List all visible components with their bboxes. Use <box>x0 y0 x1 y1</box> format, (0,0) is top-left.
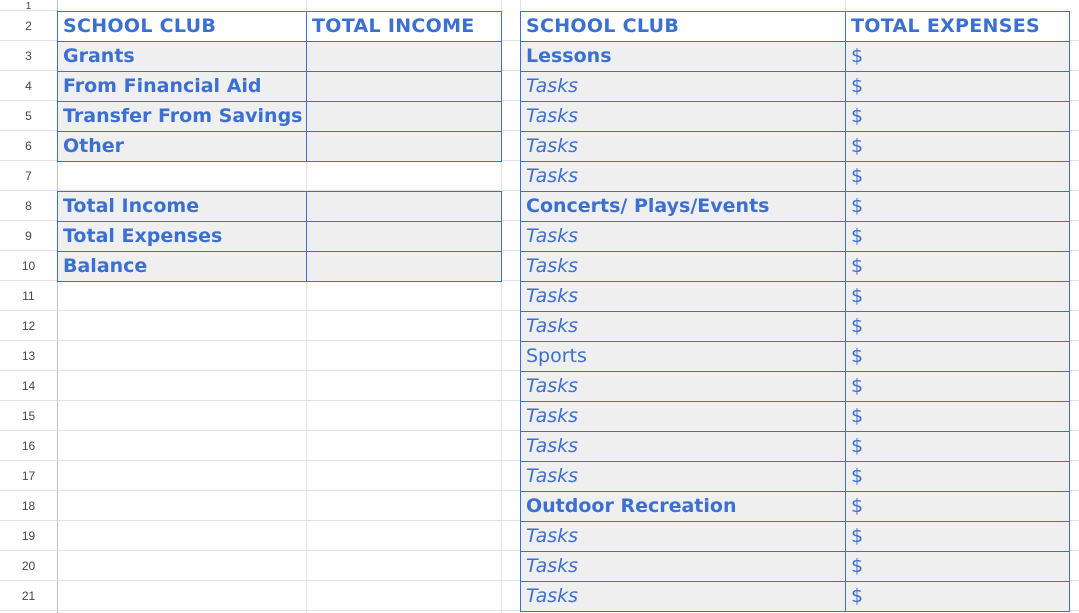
income-label-cell[interactable]: From Financial Aid <box>57 71 307 102</box>
row-number[interactable]: 21 <box>0 581 57 611</box>
row-number[interactable]: 11 <box>0 281 57 311</box>
expense-category-cell[interactable]: Tasks <box>520 311 846 342</box>
expense-value-cell[interactable]: $ <box>845 71 1070 102</box>
expense-category-cell[interactable]: Tasks <box>520 461 846 492</box>
row-number[interactable]: 10 <box>0 251 57 281</box>
expense-value-cell[interactable]: $ <box>845 521 1070 552</box>
income-label-cell[interactable]: Grants <box>57 41 307 72</box>
expense-category-cell[interactable]: Sports <box>520 341 846 372</box>
row-number[interactable]: 16 <box>0 431 57 461</box>
summary-value-cell[interactable] <box>306 221 502 252</box>
expense-category-cell[interactable]: Tasks <box>520 131 846 162</box>
row-number[interactable]: 13 <box>0 341 57 371</box>
row-number[interactable]: 14 <box>0 371 57 401</box>
expense-value-cell[interactable]: $ <box>845 461 1070 492</box>
expense-value-cell[interactable]: $ <box>845 191 1070 222</box>
income-value-cell[interactable] <box>306 101 502 132</box>
income-label-cell[interactable]: Transfer From Savings <box>57 101 307 132</box>
row-number[interactable]: 1 <box>0 0 57 11</box>
expense-value-cell[interactable]: $ <box>845 161 1070 192</box>
expense-category-cell[interactable]: Concerts/ Plays/Events <box>520 191 846 222</box>
row-number[interactable]: 12 <box>0 311 57 341</box>
expenses-header-club[interactable]: SCHOOL CLUB <box>520 11 846 42</box>
expense-category-cell[interactable]: Tasks <box>520 161 846 192</box>
expense-value-cell[interactable]: $ <box>845 311 1070 342</box>
expense-value-cell[interactable]: $ <box>845 281 1070 312</box>
expense-value-cell[interactable]: $ <box>845 581 1070 612</box>
expense-value-cell[interactable]: $ <box>845 131 1070 162</box>
summary-value-cell[interactable] <box>306 191 502 222</box>
expense-value-cell[interactable]: $ <box>845 221 1070 252</box>
income-value-cell[interactable] <box>306 71 502 102</box>
expense-value-cell[interactable]: $ <box>845 551 1070 582</box>
income-value-cell[interactable] <box>306 131 502 162</box>
row-number[interactable]: 4 <box>0 71 57 101</box>
expense-category-cell[interactable]: Lessons <box>520 41 846 72</box>
expense-value-cell[interactable]: $ <box>845 101 1070 132</box>
expense-category-cell[interactable]: Tasks <box>520 251 846 282</box>
row-number[interactable]: 17 <box>0 461 57 491</box>
expense-value-cell[interactable]: $ <box>845 371 1070 402</box>
income-header-total[interactable]: TOTAL INCOME <box>306 11 502 42</box>
expense-category-cell[interactable]: Tasks <box>520 281 846 312</box>
expense-category-cell[interactable]: Tasks <box>520 221 846 252</box>
expense-value-cell[interactable]: $ <box>845 341 1070 372</box>
expense-category-cell[interactable]: Tasks <box>520 101 846 132</box>
summary-label-cell[interactable]: Balance <box>57 251 307 282</box>
row-number[interactable]: 9 <box>0 221 57 251</box>
summary-value-cell[interactable] <box>306 251 502 282</box>
income-label-cell[interactable]: Other <box>57 131 307 162</box>
row-number[interactable]: 19 <box>0 521 57 551</box>
row-number[interactable]: 20 <box>0 551 57 581</box>
row-number[interactable]: 6 <box>0 131 57 161</box>
expense-category-cell[interactable]: Tasks <box>520 521 846 552</box>
row-number[interactable]: 2 <box>0 11 57 41</box>
expense-category-cell[interactable]: Tasks <box>520 431 846 462</box>
expense-value-cell[interactable]: $ <box>845 491 1070 522</box>
row-number[interactable]: 18 <box>0 491 57 521</box>
expense-category-cell[interactable]: Tasks <box>520 551 846 582</box>
expense-category-cell[interactable]: Tasks <box>520 401 846 432</box>
row-number[interactable]: 7 <box>0 161 57 191</box>
row-number[interactable]: 3 <box>0 41 57 71</box>
income-header-club[interactable]: SCHOOL CLUB <box>57 11 307 42</box>
expense-category-cell[interactable]: Tasks <box>520 71 846 102</box>
expenses-header-total[interactable]: TOTAL EXPENSES <box>845 11 1070 42</box>
summary-label-cell[interactable]: Total Expenses <box>57 221 307 252</box>
expense-value-cell[interactable]: $ <box>845 251 1070 282</box>
row-number[interactable]: 15 <box>0 401 57 431</box>
income-value-cell[interactable] <box>306 41 502 72</box>
expense-value-cell[interactable]: $ <box>845 41 1070 72</box>
row-number[interactable]: 5 <box>0 101 57 131</box>
summary-label-cell[interactable]: Total Income <box>57 191 307 222</box>
expense-category-cell[interactable]: Tasks <box>520 581 846 612</box>
expense-value-cell[interactable]: $ <box>845 431 1070 462</box>
expense-category-cell[interactable]: Tasks <box>520 371 846 402</box>
expense-value-cell[interactable]: $ <box>845 401 1070 432</box>
row-number[interactable]: 8 <box>0 191 57 221</box>
expense-category-cell[interactable]: Outdoor Recreation <box>520 491 846 522</box>
